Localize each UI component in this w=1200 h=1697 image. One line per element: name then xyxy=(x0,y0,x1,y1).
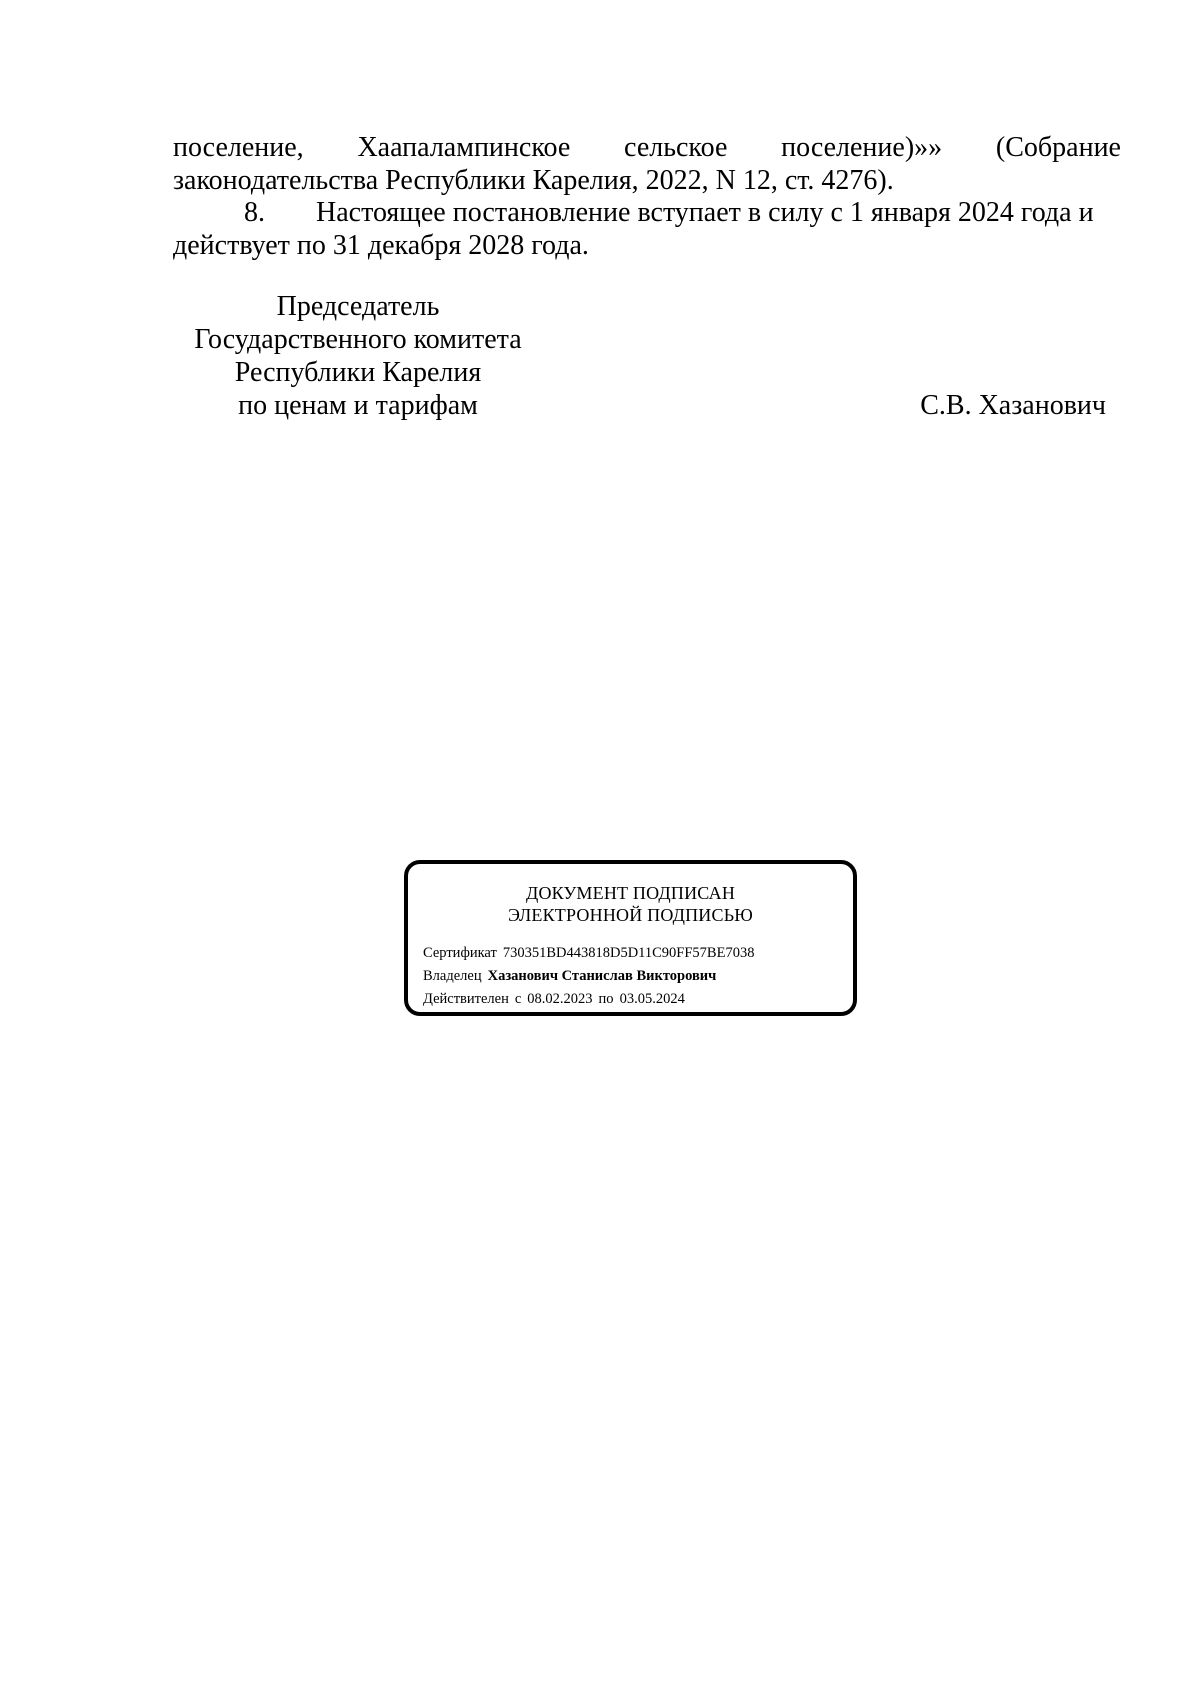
valid-from-date: 08.02.2023 xyxy=(527,991,593,1007)
validity-row xyxy=(423,988,754,1011)
word: поселение, xyxy=(173,132,304,163)
valid-to-label: по xyxy=(598,991,614,1007)
stamp-title-line-1: ДОКУМЕНТ ПОДПИСАН xyxy=(525,883,736,903)
stamp-title xyxy=(408,882,853,926)
continuation-line-2: законодательства Республики Карелия, 2022, N 12, ст. 4276). xyxy=(173,165,894,196)
paragraph-8-line-2: действует по 31 декабря 2028 года. xyxy=(173,230,589,261)
stamp-title-line-2: ЭЛЕКТРОННОЙ ПОДПИСЬЮ xyxy=(508,905,753,925)
position-line: по ценам и тарифам xyxy=(238,390,478,421)
owner-label: Владелец xyxy=(423,968,482,984)
certificate-label: Сертификат xyxy=(423,945,497,961)
valid-label: Действителен xyxy=(423,991,509,1007)
stamp-details xyxy=(423,942,754,1011)
word: поселение)»» xyxy=(781,132,943,163)
signer-position xyxy=(173,290,543,422)
signer-name: С.В. Хазанович xyxy=(920,390,1106,421)
valid-from-label: с xyxy=(514,991,522,1007)
paragraph-8-first-line xyxy=(173,196,1121,229)
continuation-paragraph xyxy=(173,131,1121,197)
paragraph-8 xyxy=(173,196,1121,262)
certificate-row xyxy=(423,942,754,965)
e-signature-stamp xyxy=(404,860,857,1016)
position-line: Председатель xyxy=(276,291,440,322)
owner-value: Хазанович Станислав Викторович xyxy=(487,968,717,984)
word: сельское xyxy=(624,132,728,163)
owner-row xyxy=(423,965,754,988)
continuation-line-1 xyxy=(173,131,1121,164)
paragraph-8-line-1: Настоящее постановление вступает в силу с 1 января 2024 года и xyxy=(316,197,1094,228)
word: (Собрание xyxy=(995,132,1121,163)
position-line: Республики Карелия xyxy=(234,357,482,388)
word: Хаапалампинское xyxy=(357,132,571,163)
paragraph-number: 8. xyxy=(244,197,265,228)
valid-to-date: 03.05.2024 xyxy=(619,991,685,1007)
position-line: Государственного комитета xyxy=(194,324,522,355)
certificate-value: 730351BD443818D5D11C90FF57BE7038 xyxy=(502,945,755,961)
